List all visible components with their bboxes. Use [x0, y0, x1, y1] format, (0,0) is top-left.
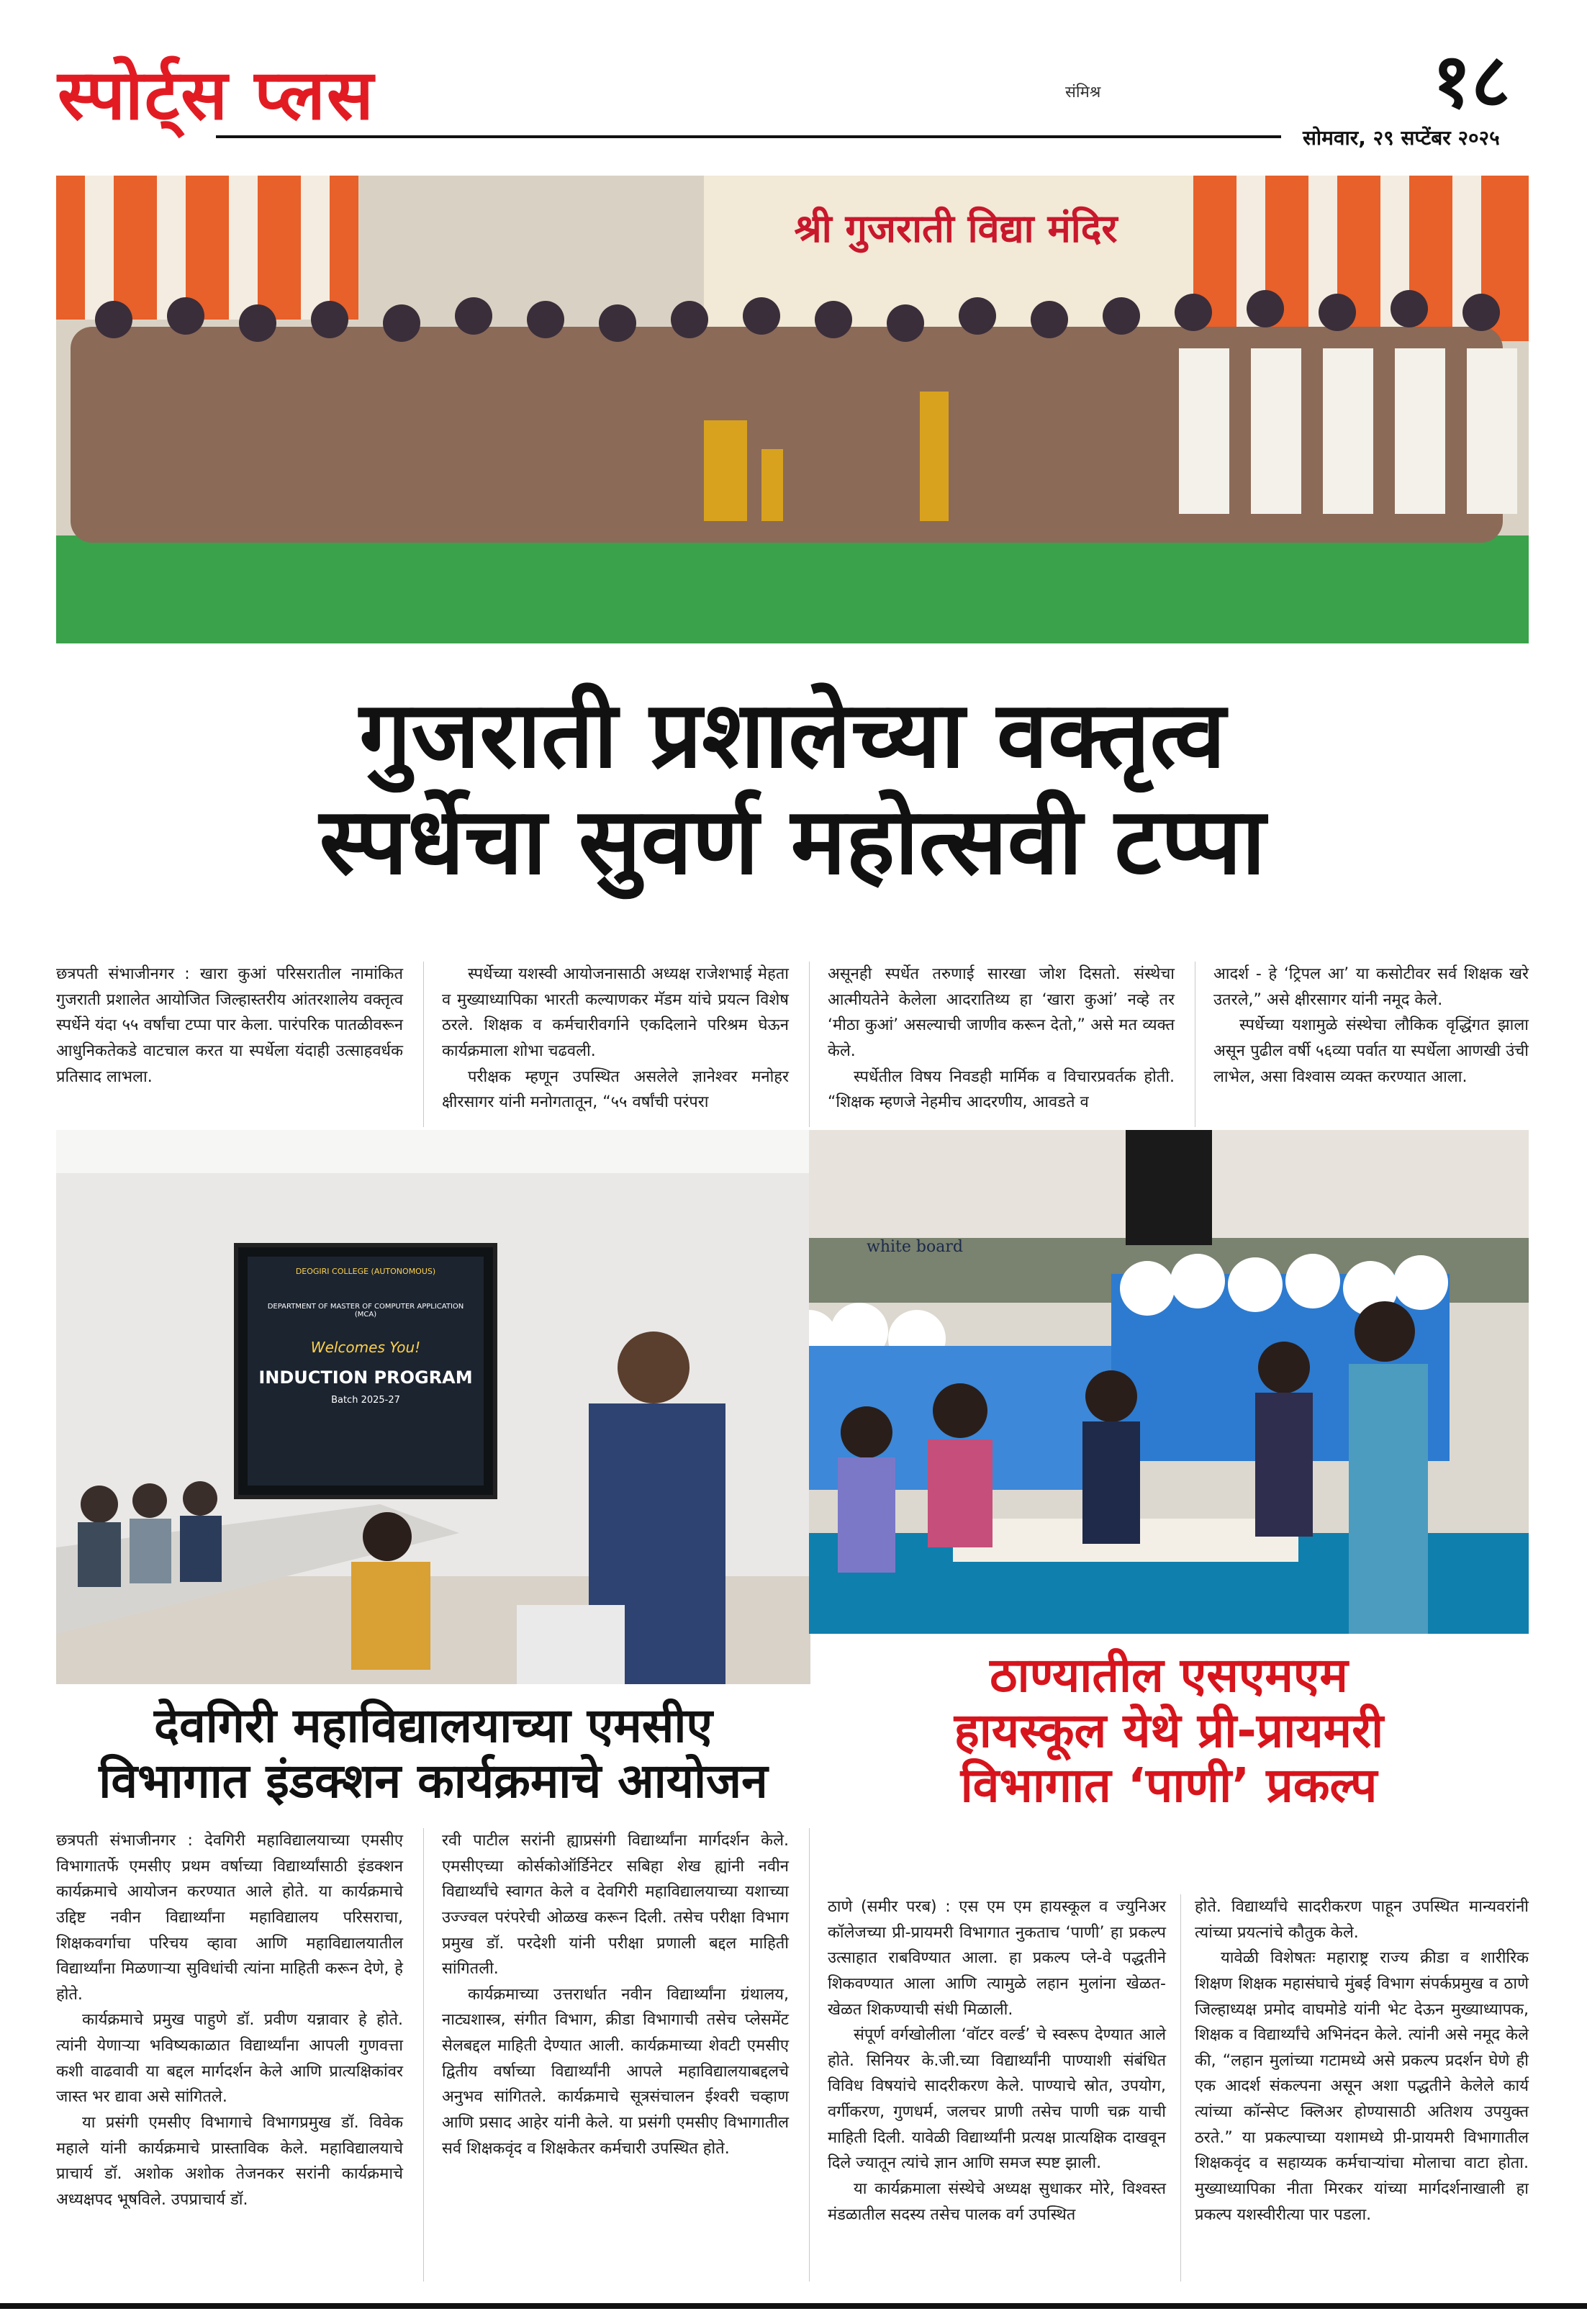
white-board-label: white board	[867, 1238, 963, 1256]
story1-headline	[56, 682, 1529, 896]
story1-banner-text: श्री गुजराती विद्या मंदिर	[794, 206, 1118, 251]
story1-column-3	[828, 962, 1175, 1116]
story1-col3-para-1: असूनही स्पर्धेत तरुणाई सारखा जोश दिसतो. संस्थेचा आत्मीयतेने केलेला आदरातिथ्य हा ‘खारा कुआं’ नव्हे तर ‘मीठा कुआं’ असल्याची जाणीव करून देतो,” असे मत व्यक्त केले.	[828, 965, 1175, 1060]
story2-column-1	[56, 1828, 403, 2212]
story3-headline	[809, 1648, 1529, 1814]
screen-dept-text: DEPARTMENT OF MASTER OF COMPUTER APPLICATION (MCA)	[267, 1303, 464, 1319]
column-divider	[809, 962, 810, 1127]
masthead-rule	[216, 135, 1281, 138]
story1-headline-line2: स्पर्धेचा सुवर्ण महोत्सवी टप्पा	[319, 788, 1266, 896]
story3-col1-para-2: संपूर्ण वर्गखोलीला ‘वॉटर वर्ल्ड’ चे स्वरूप देण्यात आले होते. सिनियर के.जी.च्या विद्यार्थ्यांनी पाण्याशी संबंधित विविध विषयांचे सादरीकरण केले. पाण्याचे स्रोत, उपयोग, वर्गीकरण, गुणधर्म, जलचर प्राणी तसेच पाणी चक्र याची माहिती दिली. यावेळी विद्यार्थ्यांनी प्रत्यक्ष प्रात्यक्षिक दाखवून दिले ज्यातून त्यांचे ज्ञान आणि समज स्पष्ट झाली.	[828, 2026, 1166, 2173]
story2-photo	[56, 1130, 810, 1684]
story2-headline-line2: विभागात इंडक्शन कार्यक्रमाचे आयोजन	[99, 1753, 768, 1809]
story3-headline-line3: विभागात ‘पाणी’ प्रकल्प	[960, 1758, 1378, 1814]
screen-batch-text: Batch 2025-27	[331, 1395, 400, 1406]
column-divider	[423, 962, 424, 1127]
story1-column-1	[56, 962, 403, 1090]
story2-column-2	[442, 1828, 789, 2161]
story3-col2-para-1: होते. विद्यार्थ्यांचे सादरीकरण पाहून उपस्थित मान्यवरांनी त्यांच्या प्रयत्नांचे कौतुक केले.	[1195, 1898, 1529, 1942]
column-divider	[423, 1828, 424, 2282]
story2-col1-para-2: कार्यक्रमाचे प्रमुख पाहुणे डॉ. प्रवीण यन्नावार हे होते. त्यांनी येणाऱ्या भविष्यकाळात विद्यार्थ्यांना आपली गुणवत्ता कशी वाढवावी या बद्दल मार्गदर्शन केले आणि प्रात्यक्षिकांवर जास्त भर द्यावा असे सांगितले.	[56, 2011, 403, 2107]
story2-col2-para-2: कार्यक्रमाच्या उत्तरार्धात नवीन विद्यार्थ्यांना ग्रंथालय, नाट्यशास्त्र, संगीत विभाग, क्रीडा विभागाची तसेच प्लेसमेंट सेलबद्दल माहिती देण्यात आली. कार्यक्रमाच्या शेवटी एमसीए द्वितीय वर्षाच्या विद्यार्थ्यांनी आपले महाविद्यालयाबद्दलचे अनुभव सांगितले. कार्यक्रमाचे सूत्रसंचालन ईश्वरी चव्हाण आणि प्रसाद आहेर यांनी केले. या प्रसंगी एमसीए विभागातील सर्व शिक्षकवृंद व शिक्षकेतर कर्मचारी उपस्थित होते.	[442, 1985, 789, 2158]
story2-headline	[56, 1699, 810, 1809]
story1-column-4	[1213, 962, 1529, 1090]
story2-col2-para-1: रवी पाटील सरांनी ह्याप्रसंगी विद्यार्थ्यांना मार्गदर्शन केले. एमसीएच्या कोर्सकोऑर्डिनेटर सबिहा शेख ह्यांनी नवीन विद्यार्थ्यांचे स्वागत केले व देवगिरी महाविद्यालयाच्या यशाच्या उज्ज्वल परंपरेची ओळख करून दिली. तसेच परीक्षा विभाग प्रमुख डॉ. परदेशी यांनी परीक्षा प्रणाली बद्दल माहिती सांगितली.	[442, 1832, 789, 1979]
story2-col1-para-1: छत्रपती संभाजीनगर : देवगिरी महाविद्यालयाच्या एमसीए विभागातर्फे एमसीए प्रथम वर्षाच्या विद्यार्थ्यांसाठी इंडक्शन कार्यक्रमाचे आयोजन करण्यात आले होते. या कार्यक्रमाचे उद्दिष्ट नवीन विद्यार्थ्यांना महाविद्यालय परिसराचा, शिक्षकवर्गाचा परिचय व्हावा आणि महाविद्यालयातील विद्यार्थ्यांना मिळणाऱ्या सुविधांची त्यांना माहिती करून देणे, हे होते.	[56, 1832, 403, 2004]
story1-col3-para-2: स्पर्धेतील विषय निवडही मार्मिक व विचारप्रवर्तक होती. “शिक्षक म्हणजे नेहमीच आदरणीय, आवडते व	[828, 1067, 1175, 1112]
story3-photo	[809, 1130, 1529, 1634]
story1-photo	[56, 176, 1529, 643]
story1-col4-para-2: स्पर्धेच्या यशामुळे संस्थेचा लौकिक वृद्धिंगत झाला असून पुढील वर्षी ५६व्या पर्वात या स्पर्धेला आणखी उंची लाभेल, असा विश्वास व्यक्त करण्यात आला.	[1213, 1016, 1529, 1086]
footer-rule	[0, 2303, 1587, 2309]
story1-col4-para-1: आदर्श - हे ‘ट्रिपल आ’ या कसोटीवर सर्व शिक्षक खरे उतरले,” असे क्षीरसागर यांनी नमूद केले.	[1213, 965, 1529, 1009]
story3-col1-para-1: ठाणे (समीर परब) : एस एम एम हायस्कूल व ज्युनिअर कॉलेजच्या प्री-प्रायमरी विभागात नुकताच ‘पाणी’ हा प्रकल्प उत्साहात राबविण्यात आला. हा प्रकल्प प्ले-वे पद्धतीने शिकवण्यात आला आणि त्यामुळे लहान मुलांना खेळत-खेळत शिकण्याची संधी मिळाली.	[828, 1898, 1166, 2019]
story3-column-1	[828, 1894, 1166, 2228]
screen-college-text: DEOGIRI COLLEGE (AUTONOMOUS)	[295, 1267, 436, 1276]
story1-col1-para: छत्रपती संभाजीनगर : खारा कुआं परिसरातील नामांकित गुजराती प्रशालेत आयोजित जिल्हास्तरीय आंतरशालेय वक्तृत्व स्पर्धेने यंदा ५५ वर्षांचा टप्पा पार केला. पारंपरिक पातळीवरून आधुनिकतेकडे वाटचाल करत या स्पर्धेला यंदाही उत्साहवर्धक प्रतिसाद लाभला.	[56, 965, 403, 1086]
screen-welcome-text: Welcomes You!	[310, 1339, 421, 1356]
story3-headline-line2: हायस्कूल येथे प्री-प्रायमरी	[954, 1702, 1384, 1758]
column-divider	[1180, 1894, 1181, 2282]
story2-headline-line1: देवगिरी महाविद्यालयाच्या एमसीए	[154, 1698, 713, 1753]
story1-col2-para-2: परीक्षक म्हणून उपस्थित असलेले ज्ञानेश्वर मनोहर क्षीरसागर यांनी मनोगतातून, “५५ वर्षांची परंपरा	[442, 1067, 789, 1112]
issue-date: सोमवार, २९ सप्टेंबर २०२५	[1303, 126, 1500, 150]
story1-headline-line1: गुजराती प्रशालेच्या वक्तृत्व	[359, 682, 1226, 789]
story3-col1-para-3: या कार्यक्रमाला संस्थेचे अध्यक्ष सुधाकर मोरे, विश्वस्त मंडळातील सदस्य तसेच पालक वर्ग उपस्थित	[828, 2179, 1166, 2224]
section-label: संमिश्र	[1065, 83, 1101, 101]
masthead-logo: स्पोर्ट्स प्लस	[58, 54, 375, 135]
story3-col2-para-2: यावेळी विशेषतः महाराष्ट्र राज्य क्रीडा व शारीरिक शिक्षण शिक्षक महासंघाचे मुंबई विभाग संपर्कप्रमुख व ठाणे जिल्हाध्यक्ष प्रमोद वाघमोडे यांनी भेट देऊन मुख्याध्यापक, शिक्षक व विद्यार्थ्यांचे अभिनंदन केले. त्यांनी असे नमूद केले की, “लहान मुलांच्या गटामध्ये असे प्रकल्प प्रदर्शन घेणे ही एक आदर्श संकल्पना असून अशा पद्धतीने केलेले कार्य त्यांच्या कॉन्सेप्ट क्लिअर होण्यासाठी अतिशय उपयुक्त ठरते.” या प्रकल्पाच्या यशामध्ये प्री-प्रायमरी विभागातील शिक्षकवृंद व सहाय्यक कर्मचाऱ्यांचा मोलाचा वाटा होता. मुख्याध्यापिका नीता मिरकर यांच्या मार्गदर्शनाखाली हा प्रकल्प यशस्वीरीत्या पार पडला.	[1195, 1949, 1529, 2224]
story3-column-2	[1195, 1894, 1529, 2228]
screen-title-text: INDUCTION PROGRAM	[258, 1367, 473, 1388]
column-divider	[809, 1828, 810, 2282]
story3-headline-line1: ठाण्यातील एसएमएम	[990, 1647, 1348, 1703]
page-number: १८	[1432, 37, 1511, 125]
story1-column-2	[442, 962, 789, 1116]
story1-col2-para-1: स्पर्धेच्या यशस्वी आयोजनासाठी अध्यक्ष राजेशभाई मेहता व मुख्याध्यापिका भारती कल्याणकर मॅडम यांचे प्रयत्न विशेष ठरले. शिक्षक व कर्मचारीवर्गाने एकदिलाने परिश्रम घेऊन कार्यक्रमाला शोभा चढवली.	[442, 965, 789, 1060]
story2-col1-para-3: या प्रसंगी एमसीए विभागाचे विभागप्रमुख डॉ. विवेक महाले यांनी कार्यक्रमाचे प्रास्ताविक केले. महाविद्यालयाचे प्राचार्य डॉ. अशोक अशोक तेजनकर सरांनी कार्यक्रमाचे अध्यक्षपद भूषविले. उपप्राचार्य डॉ.	[56, 2113, 403, 2209]
